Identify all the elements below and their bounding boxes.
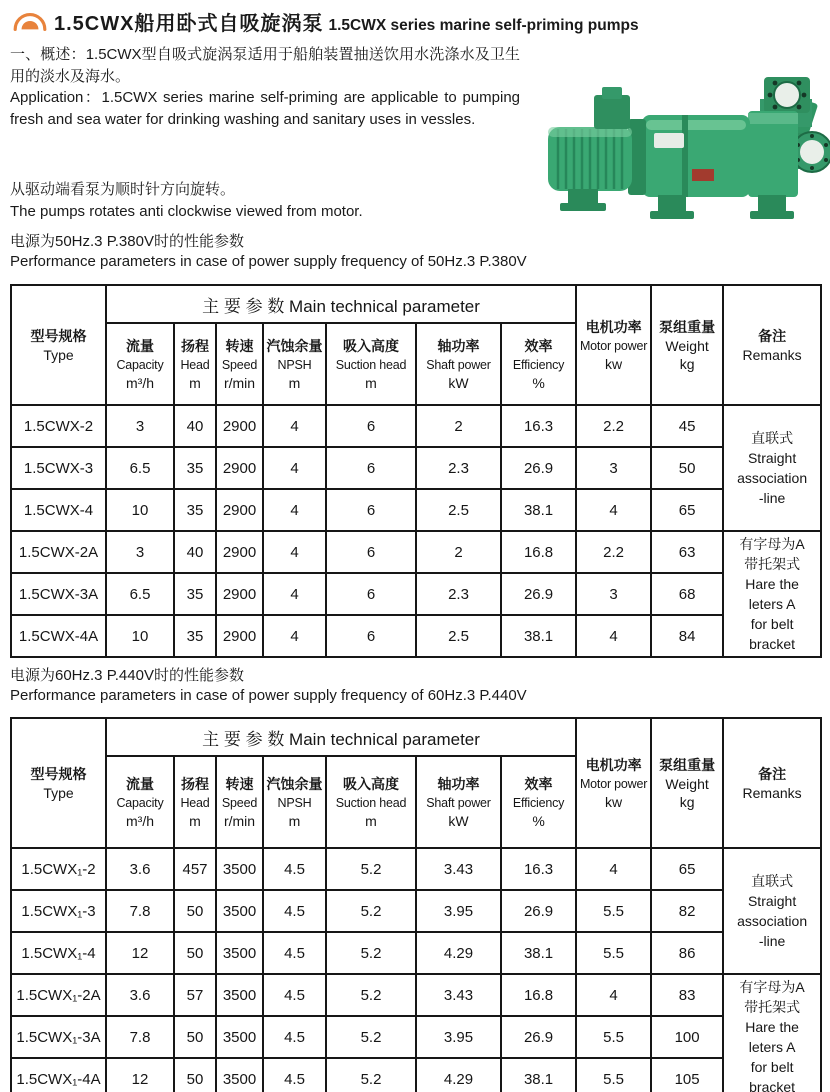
- data-cell: 16.8: [501, 974, 576, 1016]
- overview-text-zh: 一、概述：1.5CWX型自吸式旋涡泵适用于船舶装置抽送饮用水洗涤水及卫生用的淡水及海水。: [10, 46, 520, 85]
- header-label: 电机功率: [585, 318, 642, 335]
- remark-line: association: [737, 470, 808, 486]
- table-row: [11, 1058, 821, 1092]
- data-cell: 5.5: [576, 932, 651, 974]
- data-cell: 50: [174, 1016, 216, 1058]
- data-cell: 12: [106, 1058, 174, 1092]
- header-label: NPSH: [277, 795, 312, 810]
- data-cell: 38.1: [501, 932, 576, 974]
- header-label: Speed: [221, 795, 258, 810]
- header-label: 转速: [225, 337, 254, 354]
- section1-heading: [10, 232, 527, 271]
- header-label: %: [532, 374, 545, 391]
- header-label: 吸入高度: [343, 775, 399, 792]
- header-label: 扬程: [181, 775, 209, 792]
- table-row: [11, 573, 821, 615]
- remark-line: 有字母为A: [739, 979, 805, 995]
- data-cell: 3.43: [416, 848, 501, 890]
- data-cell: 4: [576, 974, 651, 1016]
- table-row: [11, 848, 821, 890]
- data-cell: 2.2: [576, 531, 651, 573]
- data-cell: 2.5: [416, 489, 501, 531]
- rotation-note: [10, 179, 363, 223]
- data-cell: 3500: [216, 1016, 263, 1058]
- data-cell: 26.9: [501, 447, 576, 489]
- data-cell: 2900: [216, 615, 263, 657]
- data-cell: 3: [106, 405, 174, 447]
- data-cell: 10: [106, 615, 174, 657]
- data-cell: 5.2: [326, 890, 416, 932]
- table-row: [11, 489, 821, 531]
- col-header-weight: [651, 718, 723, 848]
- data-cell: 38.1: [501, 489, 576, 531]
- header-label: r/min: [223, 374, 256, 391]
- data-cell: 84: [651, 615, 723, 657]
- header-label: kg: [679, 355, 695, 372]
- rotation-text-en: The pumps rotates anti clockwise viewed from motor.: [10, 203, 363, 220]
- data-cell: 16.8: [501, 531, 576, 573]
- header-label: 流量: [126, 775, 154, 792]
- header-label: 汽蚀余量: [266, 337, 323, 354]
- data-cell: 50: [651, 447, 723, 489]
- remarks-cell: [723, 848, 821, 974]
- header-label: kW: [448, 374, 469, 391]
- col-header-remarks: [723, 285, 821, 405]
- data-cell: 26.9: [501, 573, 576, 615]
- section1-heading-en: Performance parameters in case of power supply frequency of 50Hz.3 P.380V: [10, 252, 527, 270]
- col-header-type: [11, 285, 106, 405]
- header-label: Shaft power: [426, 795, 491, 810]
- type-cell: 1.5CWX₁-3A: [11, 1016, 106, 1058]
- type-cell: 1.5CWX₁-4A: [11, 1058, 106, 1092]
- header-label: Efficiency: [512, 795, 565, 810]
- header-label: Shaft power: [426, 357, 491, 372]
- page-header: [12, 7, 639, 36]
- data-cell: 4: [576, 848, 651, 890]
- type-cell: 1.5CWX₁-2: [11, 848, 106, 890]
- col-header: [174, 756, 216, 848]
- data-cell: 5.5: [576, 1058, 651, 1092]
- col-header: [263, 756, 326, 848]
- data-cell: 35: [174, 573, 216, 615]
- header-label: Head: [180, 795, 210, 810]
- data-cell: 2900: [216, 447, 263, 489]
- data-cell: 2.2: [576, 405, 651, 447]
- data-cell: 4.5: [263, 932, 326, 974]
- header-label: 效率: [524, 775, 553, 792]
- data-cell: 3: [106, 531, 174, 573]
- data-cell: 5.2: [326, 848, 416, 890]
- remarks-cell: [723, 974, 821, 1092]
- header-label: 效率: [524, 337, 553, 354]
- header-label: Suction head: [335, 357, 407, 372]
- table-row: [11, 932, 821, 974]
- col-header-type: [11, 718, 106, 848]
- data-cell: 3: [576, 447, 651, 489]
- col-header: [416, 756, 501, 848]
- data-cell: 50: [174, 890, 216, 932]
- data-cell: 4.29: [416, 1058, 501, 1092]
- data-cell: 16.3: [501, 405, 576, 447]
- col-header: [216, 756, 263, 848]
- header-label: 备注: [758, 327, 787, 344]
- performance-table-50hz: [10, 284, 822, 658]
- table-row: [11, 1016, 821, 1058]
- data-cell: 3.95: [416, 1016, 501, 1058]
- type-cell: 1.5CWX-4A: [11, 615, 106, 657]
- data-cell: 5.5: [576, 890, 651, 932]
- header-label: 扬程: [181, 337, 209, 354]
- section2-heading-en: Performance parameters in case of power supply frequency of 60Hz.3 P.440V: [10, 686, 527, 704]
- table-row: [11, 615, 821, 657]
- type-cell: 1.5CWX-2A: [11, 531, 106, 573]
- type-cell: 1.5CWX-3: [11, 447, 106, 489]
- data-cell: 40: [174, 531, 216, 573]
- data-cell: 3.95: [416, 890, 501, 932]
- data-cell: 4: [263, 615, 326, 657]
- col-header: [106, 323, 174, 405]
- header-label: kW: [448, 812, 469, 829]
- data-cell: 3500: [216, 1058, 263, 1092]
- data-cell: 4: [263, 531, 326, 573]
- header-label: m: [189, 812, 201, 829]
- data-cell: 50: [174, 1058, 216, 1092]
- remark-line: 带托架式: [744, 556, 801, 572]
- overview-text-en: Application：1.5CWX series marine self-priming are applicable to pumping fresh and sea water for drinking washing and sanitary uses in vessles.: [10, 89, 520, 128]
- header-label: %: [532, 812, 545, 829]
- data-cell: 50: [174, 932, 216, 974]
- header-label: m: [288, 812, 301, 829]
- header-label: Weight: [665, 337, 709, 354]
- data-cell: 2: [416, 405, 501, 447]
- data-cell: 86: [651, 932, 723, 974]
- remark-line: 直联式: [751, 873, 794, 889]
- data-cell: 4: [576, 615, 651, 657]
- page-title-en: 1.5CWX series marine self-priming pumps: [328, 17, 639, 34]
- data-cell: 63: [651, 531, 723, 573]
- remark-line: 有字母为A: [739, 536, 805, 552]
- data-cell: 7.8: [106, 890, 174, 932]
- data-cell: 3500: [216, 890, 263, 932]
- header-label: 备注: [758, 765, 787, 782]
- data-cell: 4.5: [263, 1016, 326, 1058]
- data-cell: 35: [174, 447, 216, 489]
- remarks-cell: [723, 531, 821, 657]
- data-cell: 3.6: [106, 848, 174, 890]
- header-label: kw: [605, 793, 623, 810]
- table-row: [11, 405, 821, 447]
- data-cell: 4.29: [416, 932, 501, 974]
- col-header: [174, 323, 216, 405]
- col-header-weight: [651, 285, 723, 405]
- data-cell: 65: [651, 848, 723, 890]
- data-cell: 4: [263, 447, 326, 489]
- remark-line: Straight: [747, 893, 797, 909]
- header-label: 转速: [225, 775, 254, 792]
- remark-line: bracket: [749, 1079, 796, 1092]
- data-cell: 40: [174, 405, 216, 447]
- header-label: Motor power: [579, 776, 648, 791]
- data-cell: 38.1: [501, 1058, 576, 1092]
- type-cell: 1.5CWX₁-3: [11, 890, 106, 932]
- section1-heading-zh: 电源为50Hz.3 P.380V时的性能参数: [10, 233, 244, 250]
- type-cell: 1.5CWX-2: [11, 405, 106, 447]
- remark-line: bracket: [749, 636, 796, 652]
- data-cell: 4.5: [263, 974, 326, 1016]
- main-parameter-group-header: 主 要 参 数 Main technical parameter: [106, 285, 576, 323]
- table-row: [11, 447, 821, 489]
- data-cell: 4: [576, 489, 651, 531]
- data-cell: 3: [576, 573, 651, 615]
- header-label: 吸入高度: [343, 337, 399, 354]
- data-cell: 3.43: [416, 974, 501, 1016]
- data-cell: 2.3: [416, 573, 501, 615]
- data-cell: 5.2: [326, 974, 416, 1016]
- remark-line: Hare the: [745, 576, 799, 592]
- pump-photo: [542, 74, 830, 232]
- header-label: kw: [605, 355, 623, 372]
- header-label: Remanks: [742, 784, 802, 801]
- data-cell: 16.3: [501, 848, 576, 890]
- data-cell: 2900: [216, 405, 263, 447]
- data-cell: 38.1: [501, 615, 576, 657]
- type-cell: 1.5CWX₁-4: [11, 932, 106, 974]
- page-title-zh: 1.5CWX船用卧式自吸旋涡泵: [54, 13, 324, 35]
- header-label: 汽蚀余量: [266, 775, 323, 792]
- header-label: 轴功率: [437, 337, 480, 354]
- data-cell: 2900: [216, 489, 263, 531]
- data-cell: 6: [326, 447, 416, 489]
- type-cell: 1.5CWX-3A: [11, 573, 106, 615]
- data-cell: 4.5: [263, 848, 326, 890]
- data-cell: 6.5: [106, 447, 174, 489]
- data-cell: 2: [416, 531, 501, 573]
- data-cell: 105: [651, 1058, 723, 1092]
- remark-line: 直联式: [751, 430, 794, 446]
- data-cell: 6: [326, 405, 416, 447]
- header-label: m: [365, 374, 377, 391]
- page-title: [54, 7, 639, 36]
- data-cell: 5.2: [326, 932, 416, 974]
- data-cell: 2900: [216, 531, 263, 573]
- rotation-text-zh: 从驱动端看泵为顺时针方向旋转。: [10, 181, 236, 198]
- section2-heading: [10, 666, 527, 705]
- header-label: Type: [43, 346, 74, 363]
- col-header: [416, 323, 501, 405]
- data-cell: 3500: [216, 932, 263, 974]
- header-label: m: [288, 374, 301, 391]
- performance-table-60hz: [10, 717, 822, 1092]
- data-cell: 3500: [216, 974, 263, 1016]
- data-cell: 457: [174, 848, 216, 890]
- data-cell: 7.8: [106, 1016, 174, 1058]
- header-label: Weight: [665, 775, 709, 792]
- data-cell: 100: [651, 1016, 723, 1058]
- data-cell: 45: [651, 405, 723, 447]
- data-cell: 3500: [216, 848, 263, 890]
- remark-line: leters A: [748, 596, 796, 612]
- data-cell: 12: [106, 932, 174, 974]
- remarks-cell: [723, 405, 821, 531]
- header-label: m³/h: [126, 374, 154, 391]
- header-label: 流量: [126, 337, 154, 354]
- header-label: Efficiency: [512, 357, 565, 372]
- col-header-motor-power: [576, 285, 651, 405]
- header-label: Remanks: [742, 346, 802, 363]
- remark-line: Hare the: [745, 1019, 799, 1035]
- data-cell: 35: [174, 615, 216, 657]
- header-label: 泵组重量: [659, 318, 716, 335]
- remark-line: for belt: [750, 616, 794, 632]
- header-label: Speed: [221, 357, 258, 372]
- header-label: m³/h: [126, 812, 154, 829]
- remark-line: -line: [758, 490, 786, 506]
- data-cell: 5.5: [576, 1016, 651, 1058]
- data-cell: 3.6: [106, 974, 174, 1016]
- data-cell: 10: [106, 489, 174, 531]
- data-cell: 26.9: [501, 890, 576, 932]
- table-row: [11, 531, 821, 573]
- header-label: kg: [679, 793, 695, 810]
- data-cell: 4: [263, 489, 326, 531]
- col-header: [501, 756, 576, 848]
- data-cell: 68: [651, 573, 723, 615]
- header-label: Suction head: [335, 795, 407, 810]
- data-cell: 6: [326, 531, 416, 573]
- col-header: [106, 756, 174, 848]
- header-label: NPSH: [277, 357, 312, 372]
- main-parameter-group-header: 主 要 参 数 Main technical parameter: [106, 718, 576, 756]
- remark-line: association: [737, 913, 808, 929]
- data-cell: 26.9: [501, 1016, 576, 1058]
- header-label: 型号规格: [30, 765, 87, 782]
- header-label: m: [365, 812, 377, 829]
- overview-paragraph: [10, 44, 520, 130]
- data-cell: 5.2: [326, 1058, 416, 1092]
- col-header: [326, 756, 416, 848]
- data-cell: 65: [651, 489, 723, 531]
- header-label: 泵组重量: [659, 756, 716, 773]
- header-label: r/min: [223, 812, 256, 829]
- sunrise-arc-icon: [12, 10, 48, 34]
- data-cell: 82: [651, 890, 723, 932]
- header-label: Type: [43, 784, 74, 801]
- data-cell: 6.5: [106, 573, 174, 615]
- col-header: [263, 323, 326, 405]
- data-cell: 5.2: [326, 1016, 416, 1058]
- header-label: m: [189, 374, 201, 391]
- header-label: Capacity: [116, 795, 164, 810]
- col-header-remarks: [723, 718, 821, 848]
- data-cell: 57: [174, 974, 216, 1016]
- section2-heading-zh: 电源为60Hz.3 P.440V时的性能参数: [10, 667, 244, 684]
- remark-line: leters A: [748, 1039, 796, 1055]
- header-label: Capacity: [116, 357, 164, 372]
- header-label: 轴功率: [437, 775, 480, 792]
- data-cell: 4.5: [263, 1058, 326, 1092]
- remark-line: -line: [758, 933, 786, 949]
- header-label: Head: [180, 357, 210, 372]
- data-cell: 6: [326, 573, 416, 615]
- data-cell: 35: [174, 489, 216, 531]
- col-header: [326, 323, 416, 405]
- col-header-motor-power: [576, 718, 651, 848]
- data-cell: 6: [326, 615, 416, 657]
- col-header: [216, 323, 263, 405]
- remark-line: for belt: [750, 1059, 794, 1075]
- data-cell: 2.5: [416, 615, 501, 657]
- remark-line: 带托架式: [744, 999, 801, 1015]
- header-label: 型号规格: [30, 327, 87, 344]
- data-cell: 2900: [216, 573, 263, 615]
- header-label: 电机功率: [585, 756, 642, 773]
- data-cell: 4.5: [263, 890, 326, 932]
- type-cell: 1.5CWX-4: [11, 489, 106, 531]
- table-row: [11, 974, 821, 1016]
- data-cell: 4: [263, 573, 326, 615]
- data-cell: 4: [263, 405, 326, 447]
- table-row: [11, 890, 821, 932]
- header-label: Motor power: [579, 338, 648, 353]
- data-cell: 2.3: [416, 447, 501, 489]
- remark-line: Straight: [747, 450, 797, 466]
- type-cell: 1.5CWX₁-2A: [11, 974, 106, 1016]
- col-header: [501, 323, 576, 405]
- data-cell: 83: [651, 974, 723, 1016]
- data-cell: 6: [326, 489, 416, 531]
